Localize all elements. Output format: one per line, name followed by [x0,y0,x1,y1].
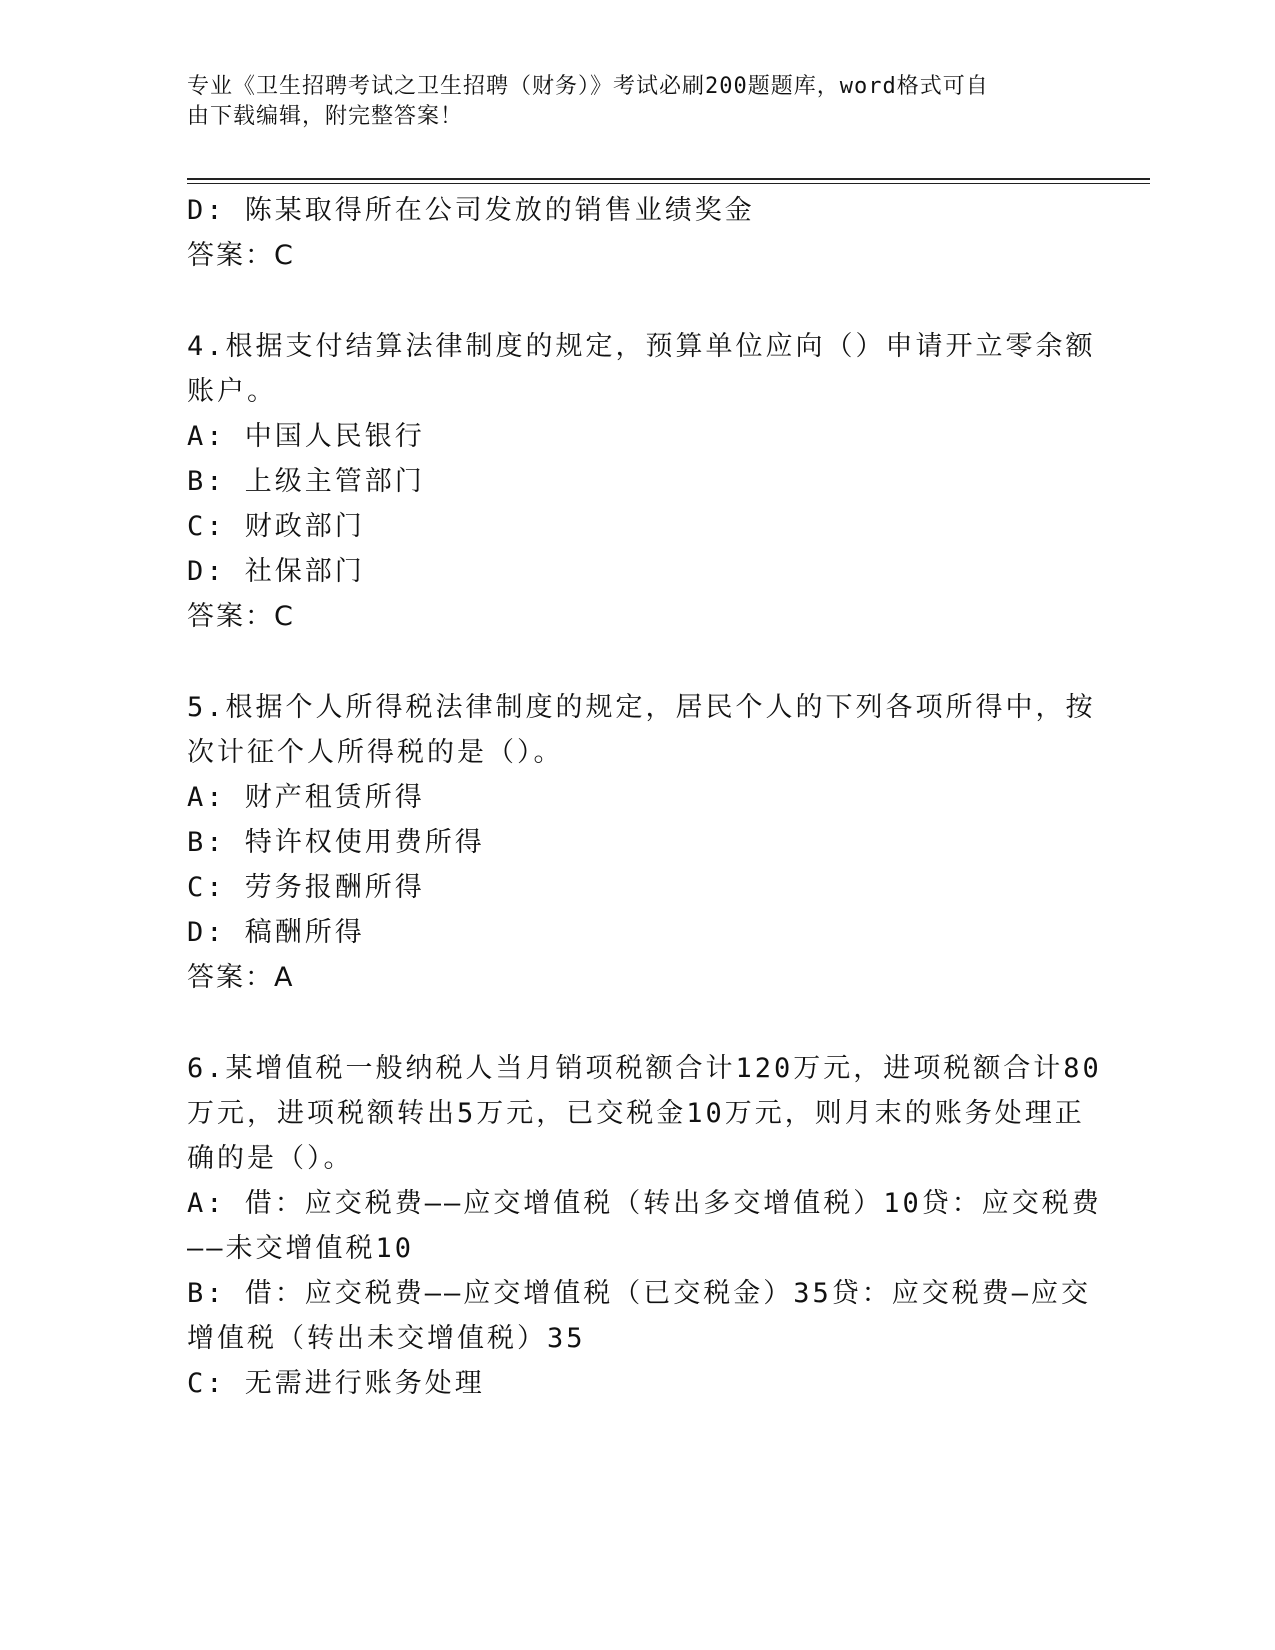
header-rule-thin [187,183,1150,184]
option-a-line: A: 借：应交税费——应交增值税（转出多交增值税）10贷：应交税费 [187,1188,1102,1219]
option-a: A: 中国人民银行 [187,421,425,452]
answer: 答案：A [187,962,295,993]
header-line-2: 由下载编辑，附完整答案！ [187,104,464,129]
question-stem-line: 4.根据支付结算法律制度的规定，预算单位应向（）申请开立零余额 [187,331,1096,362]
option-b: B: 特许权使用费所得 [187,827,485,858]
option-d: D: 陈某取得所在公司发放的销售业绩奖金 [187,195,755,226]
question-stem-line: 6.某增值税一般纳税人当月销项税额合计120万元，进项税额合计80 [187,1053,1102,1084]
header-line-1: 专业《卫生招聘考试之卫生招聘（财务）》考试必刷200题题库，word格式可自 [187,74,989,99]
document-header [187,72,1067,132]
header-rule-thick [187,178,1150,180]
question-5 [187,685,1096,1000]
option-b-line: B: 借：应交税费——应交增值税（已交税金）35贷：应交税费—应交 [187,1278,1092,1309]
option-d: D: 稿酬所得 [187,917,365,948]
answer: 答案：C [187,240,295,271]
option-b-line: 增值税（转出未交增值税）35 [187,1323,586,1354]
answer: 答案：C [187,601,295,632]
question-stem-line: 5.根据个人所得税法律制度的规定，居民个人的下列各项所得中，按 [187,692,1096,723]
option-d: D: 社保部门 [187,556,365,587]
question-3-tail [187,188,1087,278]
option-c: C: 无需进行账务处理 [187,1368,485,1399]
question-stem-line: 确的是（）。 [187,1143,354,1174]
question-stem-line: 账户。 [187,376,277,407]
option-c: C: 财政部门 [187,511,365,542]
option-c: C: 劳务报酬所得 [187,872,425,903]
question-stem-line: 万元，进项税额转出5万元，已交税金10万元，则月末的账务处理正 [187,1098,1085,1129]
option-a: A: 财产租赁所得 [187,782,425,813]
question-content [187,188,1102,1406]
option-a-line: ——未交增值税10 [187,1233,415,1264]
option-b: B: 上级主管部门 [187,466,425,497]
question-4 [187,324,1096,639]
question-6 [187,1046,1102,1406]
question-stem-line: 次计征个人所得税的是（）。 [187,737,564,768]
